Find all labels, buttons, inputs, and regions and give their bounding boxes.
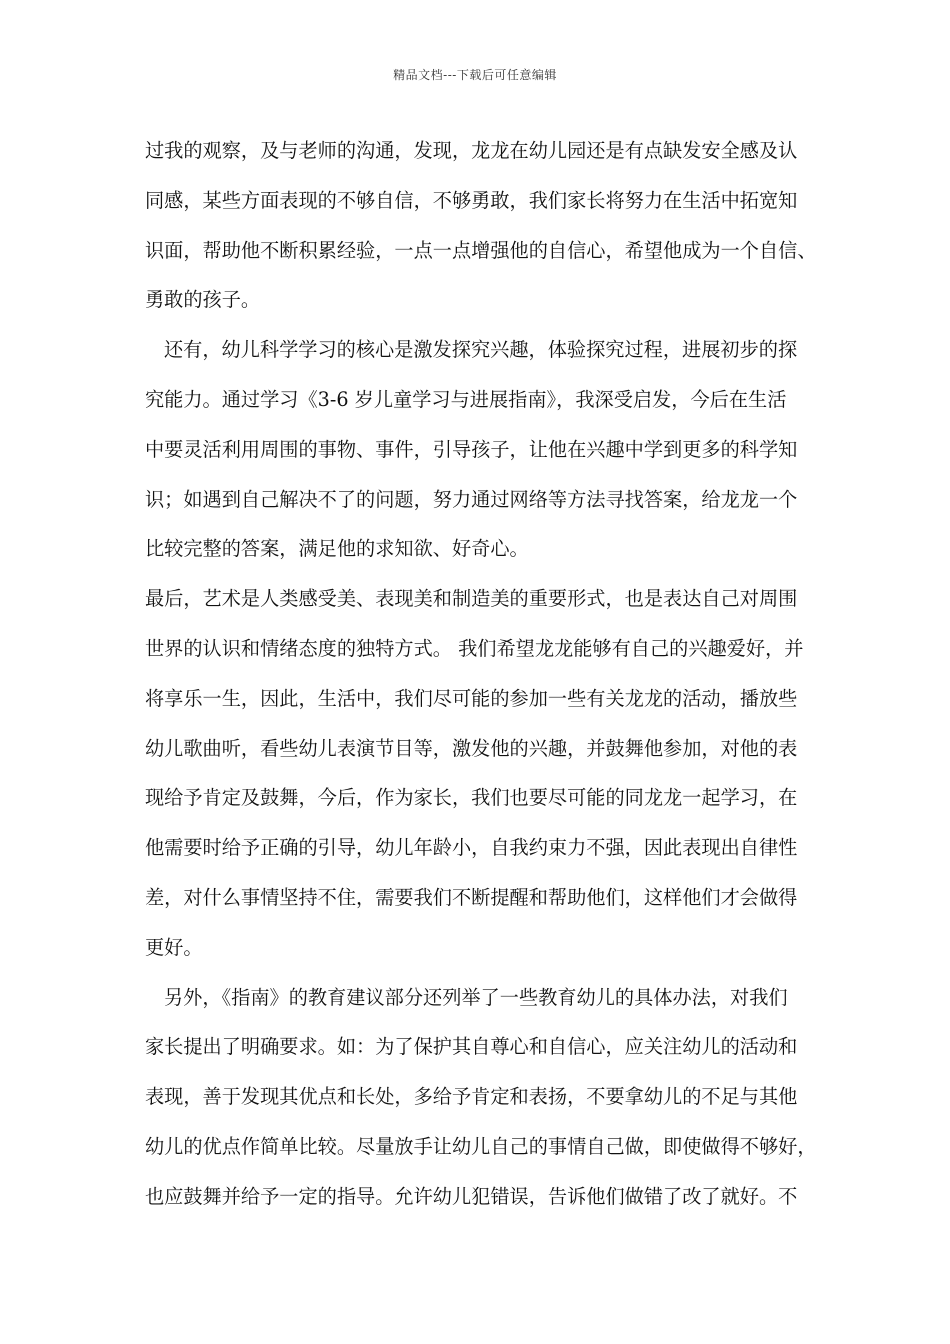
text-line: 他需要时给予正确的引导，幼儿年龄小，自我约束力不强，因此表现出自律性	[145, 836, 798, 860]
text-line: 表现，善于发现其优点和长处，多给予肯定和表扬，不要拿幼儿的不足与其他	[145, 1085, 798, 1109]
text-line: 另外，《指南》的教育建议部分还列举了一些教育幼儿的具体办法，对我们	[164, 985, 788, 1009]
text-line: 更好。	[145, 935, 203, 959]
text-line: 究能力。通过学习《3-6 岁儿童学习与进展指南》，我深受启发，今后在生活	[145, 387, 787, 411]
text-line: 过我的观察，及与老师的沟通，发现，龙龙在幼儿园还是有点缺发安全感及认	[145, 139, 798, 162]
text-line: 最后，艺术是人类感受美、表现美和制造美的重要形式，也是表达自己对周围	[145, 587, 798, 611]
text-line: 世界的认识和情绪态度的独特方式。 我们希望龙龙能够有自己的兴趣爱好，并	[145, 636, 804, 660]
text-line: 幼儿歌曲听，看些幼儿表演节目等，激发他的兴趣，并鼓舞他参加，对他的表	[145, 736, 798, 760]
text-line: 将享乐一生，因此，生活中，我们尽可能的参加一些有关龙龙的活动，播放些	[145, 686, 798, 710]
document-body	[145, 131, 817, 1227]
text-line: 中要灵活利用周围的事物、事件，引导孩子，让他在兴趣中学到更多的科学知	[145, 437, 798, 461]
text-line: 勇敢的孩子。	[145, 288, 261, 312]
text-line: 同感，某些方面表现的不够自信，不够勇敢，我们家长将努力在生活中拓宽知	[145, 188, 798, 212]
page-header: 精品文档---下载后可任意编辑	[393, 68, 557, 82]
text-line: 差，对什么事情坚持不住，需要我们不断提醒和帮助他们，这样他们才会做得	[145, 885, 798, 909]
text-line: 现给予肯定及鼓舞，今后，作为家长，我们也要尽可能的同龙龙一起学习，在	[145, 786, 798, 810]
text-line: 识；如遇到自己解决不了的问题，努力通过网络等方法寻找答案，给龙龙一个	[145, 487, 798, 511]
text-line: 家长提出了明确要求。如：为了保护其自尊心和自信心，应关注幼儿的活动和	[145, 1035, 798, 1059]
text-line: 识面，帮助他不断积累经验，一点一点增强他的自信心，希望他成为一个自信、	[145, 238, 817, 262]
text-line: 还有，幼儿科学学习的核心是激发探究兴趣，体验探究过程，进展初步的探	[164, 338, 798, 362]
text-line: 也应鼓舞并给予一定的指导。允许幼儿犯错误，告诉他们做错了改了就好。不	[145, 1184, 798, 1208]
text-line: 比较完整的答案，满足他的求知欲、好奇心。	[145, 537, 529, 561]
text-line: 幼儿的优点作简单比较。尽量放手让幼儿自己的事情自己做，即使做得不够好，	[145, 1134, 817, 1158]
